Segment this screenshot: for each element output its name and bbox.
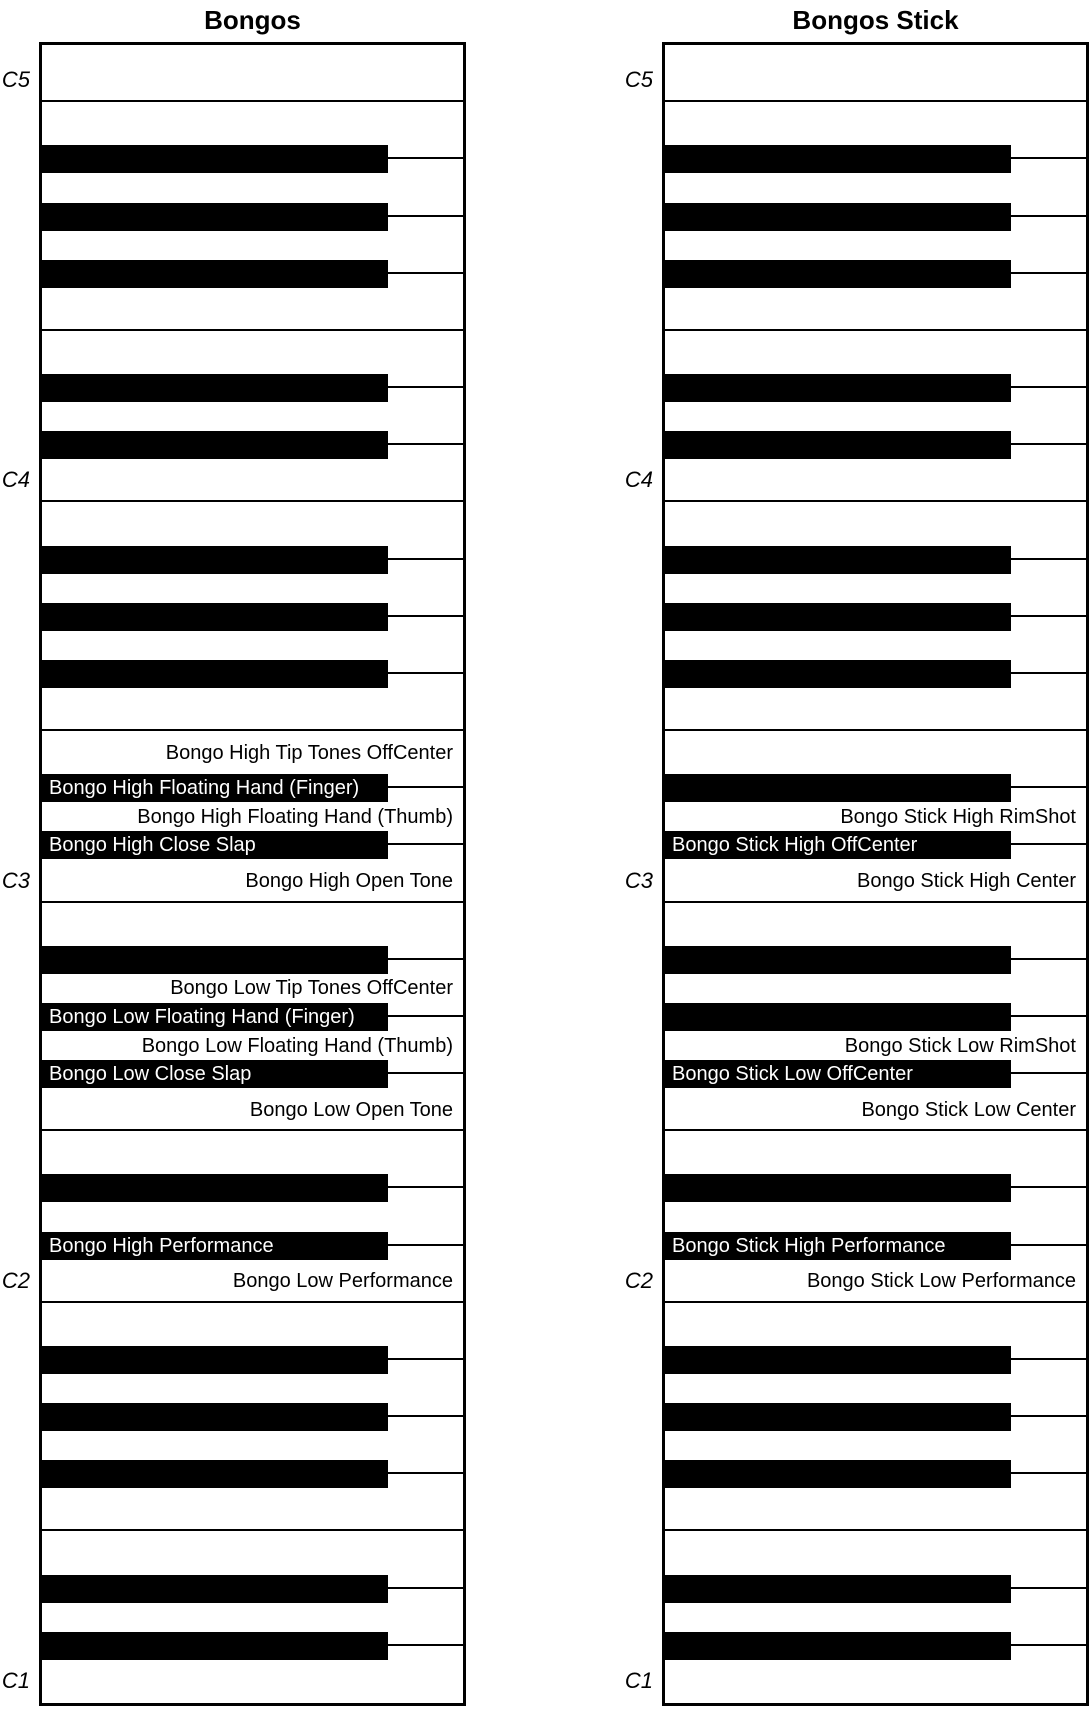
black-key-Db4 [665,431,1011,459]
keyboard-bongos [1,5,466,1706]
black-key-Gb4 [42,260,388,288]
key-label-D3: Bongo High Floating Hand (Thumb) [137,805,453,828]
keyboard-title-bongos: Bongos [204,5,301,35]
white-key-C5 [665,45,1086,102]
black-key-Ab1 [42,1403,388,1431]
key-label-Db2: Bongo Stick High Performance [672,1234,946,1257]
key-label-E3: Bongo High Tip Tones OffCenter [165,741,453,764]
black-key-Ab4 [42,203,388,231]
white-key-C5 [42,45,463,102]
key-label-G2: Bongo Stick Low RimShot [844,1034,1076,1057]
keyboard-title-bongos-stick: Bongos Stick [792,5,959,35]
key-label-Gb2: Bongo Stick Low OffCenter [672,1063,913,1086]
black-key-Bb3 [665,546,1011,574]
black-key-Eb2 [42,1174,388,1202]
key-label-D3: Bongo Stick High RimShot [840,805,1076,828]
key-label-Gb2: Bongo Low Close Slap [49,1063,252,1086]
octave-label-C1-bongos-stick: C1 [624,1668,653,1693]
black-key-Ab3 [665,603,1011,631]
key-label-Db3: Bongo Stick High OffCenter [672,834,918,857]
black-key-Bb4 [665,145,1011,173]
black-key-Db1 [665,1632,1011,1660]
black-key-Eb3 [42,774,388,802]
octave-label-C1-bongos: C1 [1,1668,30,1693]
black-key-Gb1 [665,1460,1011,1488]
black-key-Db3 [42,831,388,859]
keyboard-bongos-stick [624,5,1089,1706]
octave-label-C4-bongos: C4 [1,467,30,493]
key-label-Eb3: Bongo High Floating Hand (Finger) [49,777,360,800]
octave-label-C2-bongos-stick: C2 [624,1267,653,1293]
black-key-Eb2 [665,1174,1011,1202]
black-key-Gb3 [42,660,388,688]
black-key-Ab3 [42,603,388,631]
octave-label-C3-bongos: C3 [1,867,30,893]
octave-label-C2-bongos: C2 [1,1267,30,1293]
octave-label-C5-bongos: C5 [1,67,30,93]
black-key-Bb2 [665,946,1011,974]
black-key-Ab4 [665,203,1011,231]
black-key-Ab1 [665,1403,1011,1431]
black-key-Bb4 [42,145,388,173]
black-key-Bb1 [665,1346,1011,1374]
octave-label-C4-bongos-stick: C4 [624,467,653,493]
key-label-G2: Bongo Low Floating Hand (Thumb) [141,1034,453,1057]
key-label-Db2: Bongo High Performance [49,1234,274,1257]
key-label-C2: Bongo Low Performance [232,1270,453,1293]
black-key-Gb3 [665,660,1011,688]
key-label-C3: Bongo Stick High Center [856,870,1076,892]
black-key-Gb2 [665,1060,1011,1088]
black-key-Db2 [42,1232,388,1260]
black-key-Ab2 [42,1003,388,1031]
black-key-Db3 [665,831,1011,859]
black-key-Eb4 [42,374,388,402]
black-key-Gb1 [42,1460,388,1488]
key-label-Db3: Bongo High Close Slap [49,834,256,857]
octave-label-C5-bongos-stick: C5 [624,67,653,93]
octave-label-C3-bongos-stick: C3 [624,867,653,893]
black-key-Eb1 [42,1575,388,1603]
black-key-Eb1 [665,1575,1011,1603]
black-key-Db4 [42,431,388,459]
black-key-Bb1 [42,1346,388,1374]
key-label-F2: Bongo Low Open Tone [249,1098,453,1121]
key-label-C2: Bongo Stick Low Performance [806,1270,1076,1293]
black-key-Db2 [665,1232,1011,1260]
black-key-Bb3 [42,546,388,574]
black-key-Eb4 [665,374,1011,402]
key-label-A2: Bongo Low Tip Tones OffCenter [170,977,453,1000]
black-key-Gb2 [42,1060,388,1088]
key-label-C3: Bongo High Open Tone [245,870,453,892]
black-key-Db1 [42,1632,388,1660]
key-label-Ab2: Bongo Low Floating Hand (Finger) [49,1005,355,1028]
black-key-Eb3 [665,774,1011,802]
key-label-F2: Bongo Stick Low Center [861,1098,1076,1121]
black-key-Ab2 [665,1003,1011,1031]
black-key-Bb2 [42,946,388,974]
black-key-Gb4 [665,260,1011,288]
